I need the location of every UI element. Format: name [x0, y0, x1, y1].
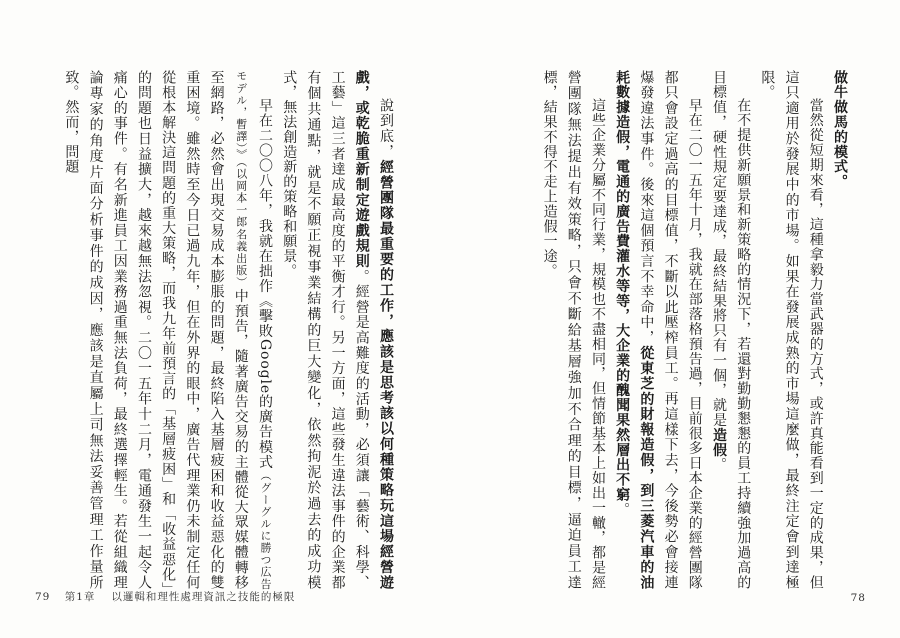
body-text: 。經營是高難度的活動，必須讓「藝術、科學、工藝」這三者達成最高度的平衡才行。另一方面，這些發生違法事件的企業都有個共通點，就是不願正視事業結構的巨大變化，依然拘泥於過去的成功模式，無法創造新的策略和願景。: [281, 70, 370, 590]
emphasis-text: 從東芝的財報造假，到三菱汽車的油耗數據造假，電通的廣告費灌水等等，大企業的醜聞果然層出不窮: [614, 70, 655, 590]
emphasis-text: 做牛做馬的模式: [832, 70, 848, 175]
paragraph: [755, 70, 828, 590]
paragraph: [537, 70, 610, 590]
body-text: 早在二〇一五年十月，我就在部落格預告過，目前很多日本企業的經營團隊都只會設定過高的目標值，不斷以此壓榨員工。再這樣下去，今後勢必會接連爆發違法事件。後來這個預言不幸命中，: [638, 70, 703, 590]
body-text: 。: [832, 174, 848, 190]
body-text: 當然從短期來看，這種拿毅力當武器的方式，或許真能看到一定的成果，但這只適用於發展中的市場。如果在發展成熟的市場這麼做，最終注定會到達極限。: [759, 70, 824, 590]
body-text: 。: [614, 502, 631, 518]
right-page-footer: [851, 592, 866, 604]
paragraph: [707, 70, 755, 590]
right-page-body: [532, 70, 852, 590]
page-number: 79: [35, 591, 51, 603]
body-text: 中預告，隨著廣告交易的主體從大眾媒體轉移至網路，必然會出現交易成本膨脹的問題，最終陷入基層疲困和收益惡化的雙重困境。雖然時至今日已過九年，但在外界的眼中，廣告代理業仍未制定任何從根本解決這問題的重大策略，而我九年前預言的「基層疲困」和「收益惡化」的問題也日益擴大，越來越無法忽視。二〇一五年十二月，電通發生一起令人痛心的事件。有名新進員工因業務過重無法負荷，最終選擇輕生。若從組織理論專家的角度片面分析事件的成因，應該是直屬上司無法妥善管理工作量所致。然而，問題: [63, 70, 249, 590]
left-page-footer: [35, 589, 295, 604]
body-text: 說到底，: [378, 98, 394, 160]
body-text: 。: [710, 457, 727, 473]
emphasis-text: 造假: [710, 427, 727, 458]
left-page-body: [53, 70, 398, 590]
emphasis-text: 經營團隊最重要的工作，應該是思考該以何種策略玩這場經營遊戲，或乾脆重新制定遊戲規則: [353, 70, 394, 590]
paragraph: [59, 70, 277, 590]
paragraph: [610, 70, 707, 590]
chapter-label: 第1章: [64, 591, 96, 603]
body-text: 在不提供新願景和新策略的情況下，若還對勤勤懇懇的員工持續強加過高的目標值，硬性規定要達成，最終結果將只有一個，就是: [710, 70, 752, 590]
page-number: 78: [850, 592, 866, 604]
body-text: （グーグルに勝つ広告モデル，暫譯）》（以岡本一郎名義出版）: [234, 70, 272, 590]
body-text: 這些企業分屬不同行業，規模也不盡相同，但情節基本上如出一轍，都是經營團隊無法提出有效策略，只會不斷給基層強加不合理的目標，逼迫員工達標，結果不得不走上造假一途。: [541, 70, 606, 590]
body-text: 早在二〇〇八年，我就在拙作《擊敗Google的廣告模式: [256, 98, 273, 470]
section-heading: [828, 70, 852, 590]
right-page: [450, 0, 900, 638]
chapter-title: 以邏輯和理性處理資訊之技能的極限: [111, 591, 296, 603]
paragraph: [277, 70, 398, 590]
